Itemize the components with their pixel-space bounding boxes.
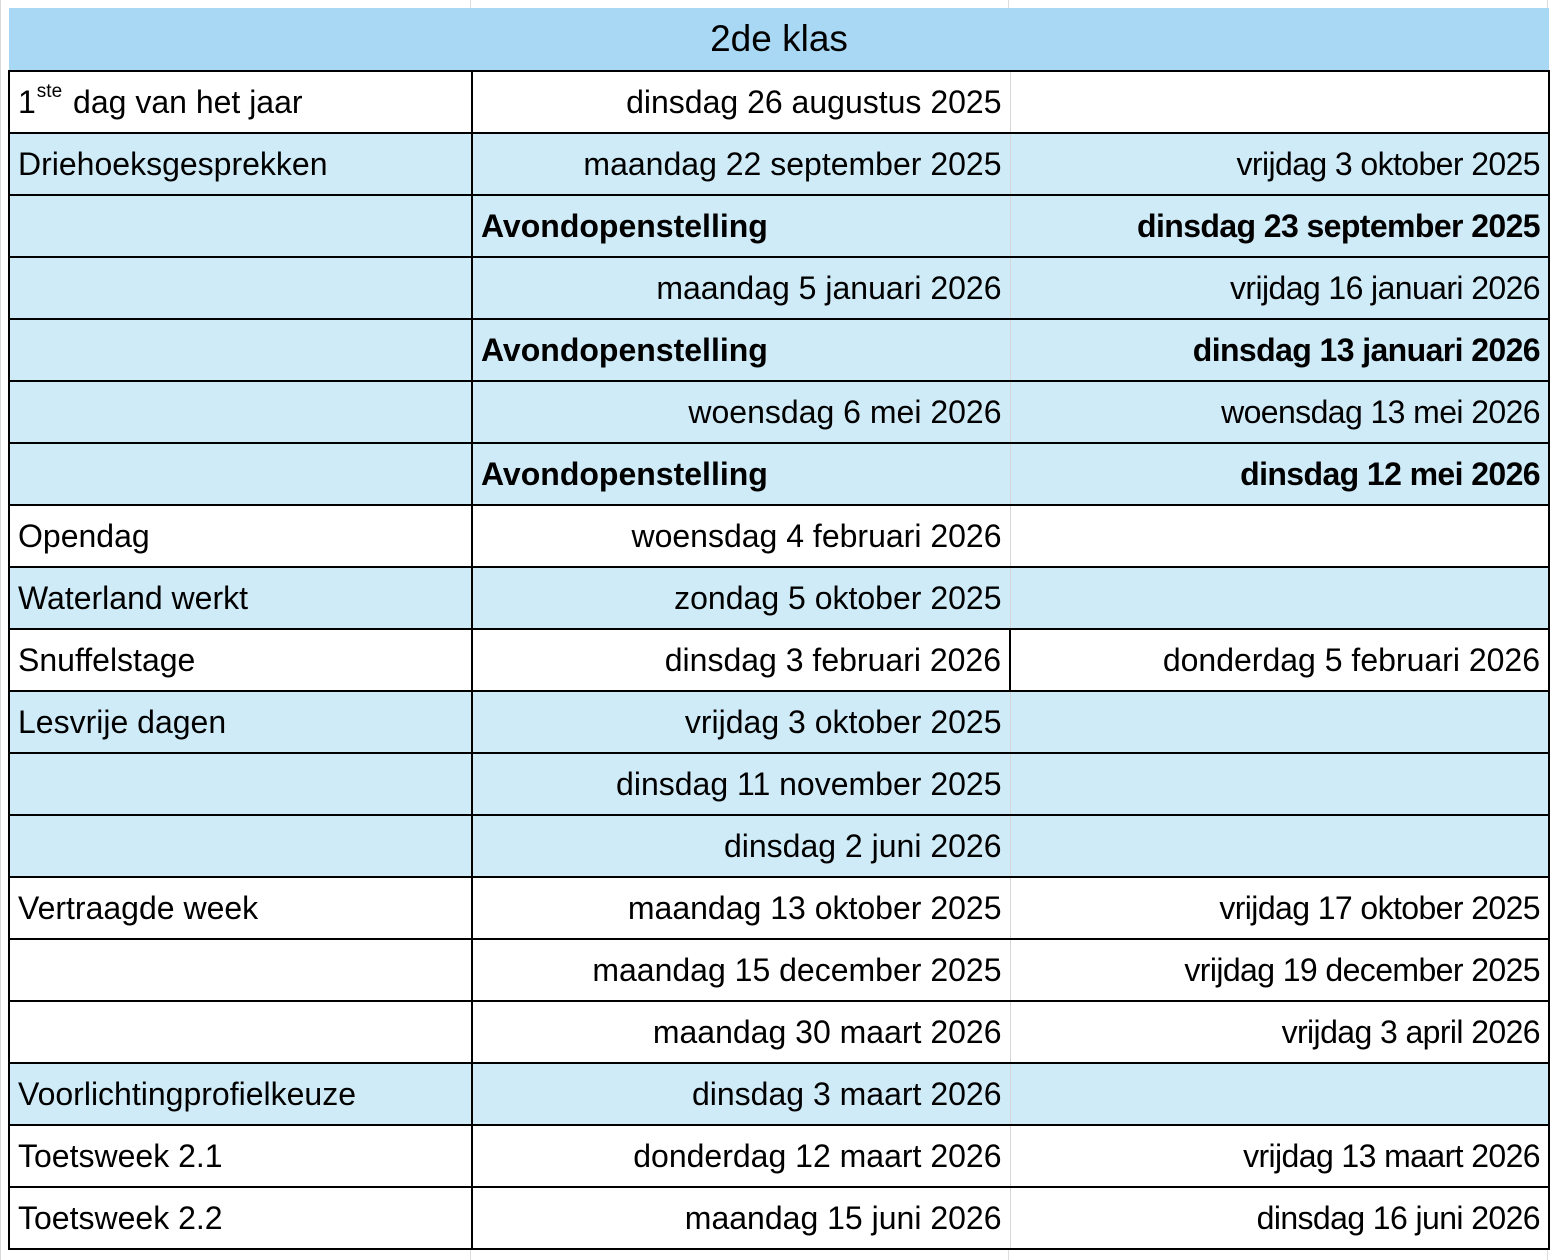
row-label-cell[interactable]	[9, 195, 472, 257]
row-label-cell[interactable]: Snuffelstage	[9, 629, 472, 691]
start-date-cell[interactable]: maandag 5 januari 2026	[472, 257, 1010, 319]
row-label-cell[interactable]	[9, 815, 472, 877]
start-date-cell[interactable]: maandag 13 oktober 2025	[472, 877, 1010, 939]
row-label-cell[interactable]	[9, 71, 472, 133]
row-label-cell[interactable]	[9, 1001, 472, 1063]
table-row	[9, 815, 1549, 877]
start-date-cell[interactable]: dinsdag 3 maart 2026	[472, 1063, 1010, 1125]
table-row	[9, 319, 1549, 381]
end-date-cell[interactable]: vrijdag 3 oktober 2025	[1010, 133, 1549, 195]
table-row	[9, 691, 1549, 753]
table-row	[9, 443, 1549, 505]
end-date-cell[interactable]: vrijdag 13 maart 2026	[1010, 1125, 1549, 1187]
table-row	[9, 939, 1549, 1001]
table-row	[9, 195, 1549, 257]
table-row	[9, 133, 1549, 195]
row-label: dag van het jaar	[64, 83, 303, 120]
table-row	[9, 1001, 1549, 1063]
row-label-cell[interactable]	[9, 753, 472, 815]
end-date-cell[interactable]: donderdag 5 februari 2026	[1010, 629, 1549, 691]
row-label-cell[interactable]: Driehoeksgesprekken	[9, 133, 472, 195]
start-date-cell[interactable]: donderdag 12 maart 2026	[472, 1125, 1010, 1187]
start-date-cell[interactable]: dinsdag 2 juni 2026	[472, 815, 1010, 877]
table-row	[9, 1125, 1549, 1187]
schedule-table	[8, 8, 1550, 1250]
table-row	[9, 629, 1549, 691]
start-date-cell[interactable]: maandag 15 juni 2026	[472, 1187, 1010, 1249]
start-date-cell[interactable]: vrijdag 3 oktober 2025	[472, 691, 1010, 753]
end-date-cell[interactable]: woensdag 13 mei 2026	[1010, 381, 1549, 443]
row-label-cell[interactable]	[9, 939, 472, 1001]
row-label-cell[interactable]	[9, 443, 472, 505]
row-label-cell[interactable]	[9, 319, 472, 381]
table-row	[9, 1187, 1549, 1249]
end-date-cell[interactable]: vrijdag 3 april 2026	[1010, 1001, 1549, 1063]
title-row	[9, 8, 1549, 71]
row-label-cell[interactable]	[9, 257, 472, 319]
row-label-superscript: ste	[36, 80, 63, 102]
evening-date-cell[interactable]: dinsdag 23 september 2025	[1010, 195, 1549, 257]
end-date-cell[interactable]	[1010, 567, 1549, 629]
row-label-cell[interactable]: Toetsweek 2.1	[9, 1125, 472, 1187]
start-date-cell[interactable]: woensdag 4 februari 2026	[472, 505, 1010, 567]
start-date-cell[interactable]: dinsdag 26 augustus 2025	[472, 71, 1010, 133]
evening-opening-cell[interactable]: Avondopenstelling	[472, 319, 1010, 381]
table-row	[9, 71, 1549, 133]
end-date-cell[interactable]	[1010, 505, 1549, 567]
row-label-cell[interactable]: Vertraagde week	[9, 877, 472, 939]
table-row	[9, 753, 1549, 815]
end-date-cell[interactable]	[1010, 815, 1549, 877]
row-label-cell[interactable]: Lesvrije dagen	[9, 691, 472, 753]
end-date-cell[interactable]	[1010, 753, 1549, 815]
start-date-cell[interactable]: dinsdag 11 november 2025	[472, 753, 1010, 815]
start-date-cell[interactable]: woensdag 6 mei 2026	[472, 381, 1010, 443]
end-date-cell[interactable]	[1010, 1063, 1549, 1125]
end-date-cell[interactable]: vrijdag 19 december 2025	[1010, 939, 1549, 1001]
row-label-cell[interactable]: Voorlichtingprofielkeuze	[9, 1063, 472, 1125]
table-row	[9, 877, 1549, 939]
table-row	[9, 381, 1549, 443]
evening-date-cell[interactable]: dinsdag 12 mei 2026	[1010, 443, 1549, 505]
start-date-cell[interactable]: zondag 5 oktober 2025	[472, 567, 1010, 629]
sheet-title[interactable]: 2de klas	[9, 8, 1549, 71]
table-row	[9, 1063, 1549, 1125]
row-label-cell[interactable]: Toetsweek 2.2	[9, 1187, 472, 1249]
end-date-cell[interactable]: vrijdag 16 januari 2026	[1010, 257, 1549, 319]
table-row	[9, 505, 1549, 567]
row-label-cell[interactable]	[9, 381, 472, 443]
start-date-cell[interactable]: maandag 30 maart 2026	[472, 1001, 1010, 1063]
start-date-cell[interactable]: dinsdag 3 februari 2026	[472, 629, 1010, 691]
end-date-cell[interactable]	[1010, 691, 1549, 753]
row-label-cell[interactable]: Waterland werkt	[9, 567, 472, 629]
start-date-cell[interactable]: maandag 15 december 2025	[472, 939, 1010, 1001]
table-row	[9, 567, 1549, 629]
table-row	[9, 257, 1549, 319]
evening-date-cell[interactable]: dinsdag 13 januari 2026	[1010, 319, 1549, 381]
evening-opening-cell[interactable]: Avondopenstelling	[472, 443, 1010, 505]
row-label-cell[interactable]: Opendag	[9, 505, 472, 567]
end-date-cell[interactable]	[1010, 71, 1549, 133]
start-date-cell[interactable]: maandag 22 september 2025	[472, 133, 1010, 195]
row-label: 1	[18, 83, 36, 120]
evening-opening-cell[interactable]: Avondopenstelling	[472, 195, 1010, 257]
end-date-cell[interactable]: dinsdag 16 juni 2026	[1010, 1187, 1549, 1249]
end-date-cell[interactable]: vrijdag 17 oktober 2025	[1010, 877, 1549, 939]
